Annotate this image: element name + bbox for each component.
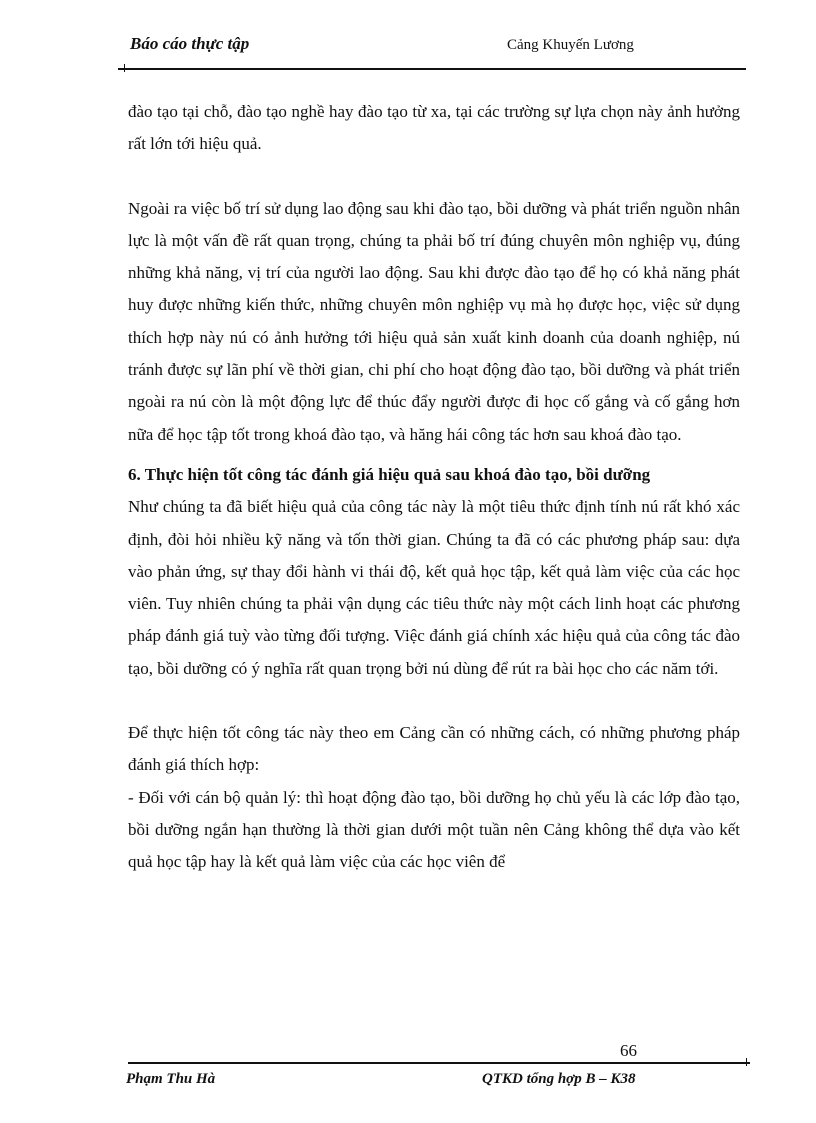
paragraph-1: đào tạo tại chỗ, đào tạo nghề hay đào tạo từ xa, tại các trường sự lựa chọn này ảnh hưởng rất lớn tới hiệu quả.: [128, 102, 740, 154]
paragraph-2: Ngoài ra việc bố trí sử dụng lao động sau khi đào tạo, bồi dưỡng và phát triển nguồn nhân lực là một vấn đề rất quan trọng, chúng ta phải bố trí đúng chuyên môn nghiệp vụ, đúng những khả năng, vị trí của người lao động. Sau khi được đào tạo để họ có khả năng phát huy được những kiến thức, những chuyên môn nghiệp vụ mà họ được học, việc sử dụng thích hợp này nú có ảnh hưởng tới hiệu quả sản xuất kinh doanh của doanh nghiệp, nú tránh được sự lãn phí về thời gian, chi phí cho hoạt động đào tạo, bồi dưỡng và phát triển ngoài ra nú còn là một động lực để thúc đẩy người được đi học cố gắng và cố gắng hơn nữa để học tập tốt trong khoá đào tạo, và hăng hái công tác hơn sau khoá đào tạo.: [128, 198, 740, 444]
paragraph-spacer: [128, 161, 740, 193]
paragraph-spacer: [128, 451, 740, 459]
header-rule-tick: [124, 64, 125, 72]
page-number: 66: [620, 1041, 637, 1060]
paragraph-spacer: [128, 685, 740, 717]
header-rule: [118, 68, 746, 70]
footer-class: QTKD tổng hợp B – K38: [482, 1071, 636, 1087]
header-company-name: Cảng Khuyến Lương: [507, 37, 634, 53]
paragraph-4: Để thực hiện tốt công tác này theo em Cảng cần có những cách, có những phương pháp đánh giá thích hợp:: [128, 723, 740, 775]
section-heading: 6. Thực hiện tốt công tác đánh giá hiệu quả sau khoá đào tạo, bồi dưỡng: [128, 464, 651, 484]
paragraph-5: - Đối với cán bộ quản lý: thì hoạt động đào tạo, bồi dưỡng họ chủ yếu là các lớp đào tạo, bồi dưỡng ngắn hạn thường là thời gian dưới một tuần nên Cảng không thể dựa vào kết quả học tập hay là kết quả làm việc của các học viên để: [128, 787, 740, 872]
footer-rule: [128, 1062, 750, 1064]
header-report-title: Báo cáo thực tập: [130, 34, 250, 53]
document-body: [128, 96, 740, 879]
page-header: [130, 34, 750, 56]
footer-author: Phạm Thu Hà: [126, 1071, 216, 1087]
footer-rule-tick: [746, 1058, 747, 1066]
paragraph-3: Như chúng ta đã biết hiệu quả của công tác này là một tiêu thức định tính nú rất khó xác định, đòi hỏi nhiều kỹ năng và tốn thời gian. Chúng ta đã có các phương pháp sau: dựa vào phản ứng, sự thay đổi hành vi thái độ, kết quả học tập, kết quả làm việc của các học viên. Tuy nhiên chúng ta phải vận dụng các tiêu thức này một cách linh hoạt các phương pháp đánh giá tuỳ vào từng đối tượng. Việc đánh giá chính xác hiệu quả của công tác đào tạo, bồi dưỡng có ý nghĩa rất quan trọng bởi nú dùng để rút ra bài học cho các năm tới.: [128, 497, 740, 678]
